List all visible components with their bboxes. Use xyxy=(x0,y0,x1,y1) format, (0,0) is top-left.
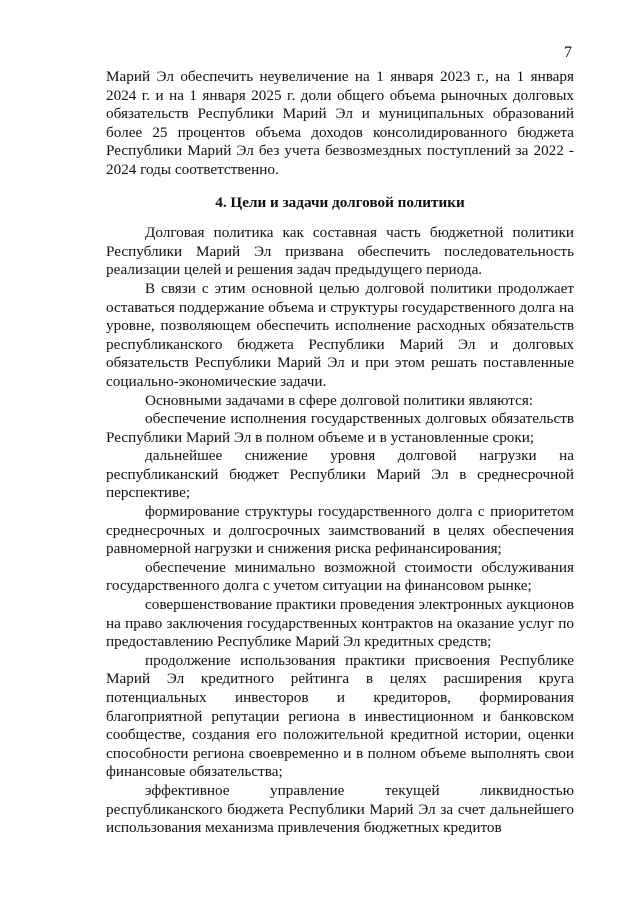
list-item-task-1: обеспечение исполнения государственных долговых обязательств Республики Марий Эл в полном объеме и в установленные сроки; xyxy=(106,410,574,446)
list-item-task-6: продолжение использования практики присвоения Республике Марий Эл кредитного рейтинга в целях расширения круга потенциальных инвесторов и кредиторов, формирования благоприятной репутации региона в инвестиционном и банковском сообществе, создания его положительной кредитной истории, оценки способности региона своевременно и в полном объеме выполнять свои финансовые обязательства; xyxy=(106,651,574,781)
list-item-task-5: совершенствование практики проведения электронных аукционов на право заключения государственных контрактов на оказание услуг по предоставлению Республике Марий Эл кредитных средств; xyxy=(106,596,574,651)
list-item-task-2: дальнейшее снижение уровня долговой нагрузки на республиканский бюджет Республики Марий Эл в среднесрочной перспективе; xyxy=(106,447,574,502)
paragraph-tasks-intro: Основными задачами в сфере долговой политики являются: xyxy=(145,391,534,409)
paragraph-main-goal: В связи с этим основной целью долговой политики продолжает оставаться поддержание объема и структуры государственного долга на уровне, позволяющем обеспечить исполнение расходных обязательств республиканского бюджета Республики Марий Эл и долговых обязательств Республики Марий Эл и при этом решать поставленные социально-экономические задачи. xyxy=(106,279,574,390)
list-item-task-4: обеспечение минимально возможной стоимости обслуживания государственного долга с учетом ситуации на финансовом рынке; xyxy=(106,558,574,595)
document-body xyxy=(106,68,574,838)
section-heading: 4. Цели и задачи долговой политики xyxy=(215,193,465,211)
list-item-task-3: формирование структуры государственного долга с приоритетом среднесрочных и долгосрочных заимствований в целях обеспечения равномерной нагрузки и снижения риска рефинансирования; xyxy=(106,503,574,558)
list-item-task-7: эффективное управление текущей ликвидностью республиканского бюджета Республики Марий Эл за счет дальнейшего использования механизма привлечения бюджетных кредитов xyxy=(106,781,574,837)
intro-paragraph: Марий Эл обеспечить неувеличение на 1 января 2023 г., на 1 января 2024 г. и на 1 января 2025 г. доли общего объема рыночных долговых обязательств Республики Марий Эл и муниципальных образований более 25 процентов объема доходов консолидированного бюджета Республики Марий Эл без учета безвозмездных поступлений за 2022 - 2024 годы соответственно. xyxy=(106,68,574,178)
page-number: 7 xyxy=(564,44,572,61)
paragraph-debt-policy: Долговая политика как составная часть бюджетной политики Республики Марий Эл призвана обеспечить последовательность реализации целей и решения задач предыдущего периода. xyxy=(106,224,574,279)
